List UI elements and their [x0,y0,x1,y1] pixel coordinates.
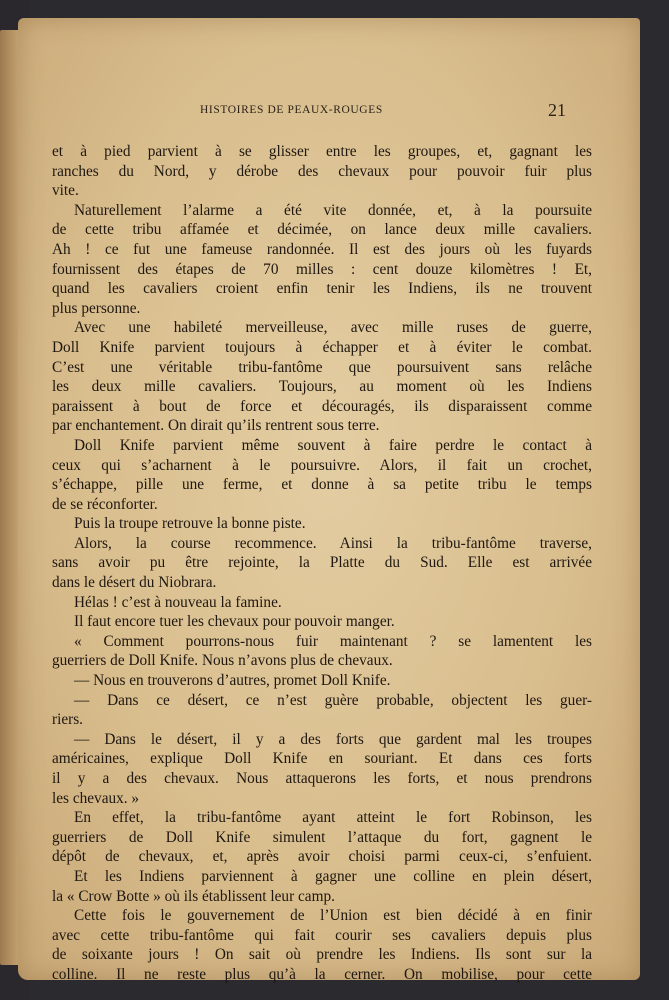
text-line: la « Crow Botte » où ils établissent leur camp. [52,887,335,905]
text-line: américaines, explique Doll Knife en souriant. Et dans ces forts [52,750,592,768]
text-line: guerriers de Doll Knife simulent l’attaque du fort, gagnent le [52,828,592,846]
text-line: colline. Il ne reste plus qu’à la cerner. On mobilise, pour cette [52,965,592,983]
text-line: Doll Knife parvient même souvent à faire perdre le contact à [74,436,592,454]
text-line: paraissent à bout de force et découragés, ils disparaissent comme [52,397,592,415]
text-line: — Nous en trouverons d’autres, promet Doll Knife. [74,672,391,690]
text-line: riers. [52,711,84,729]
text-line: il y a des chevaux. Nous attaquerons les forts, et nous prendrons [52,770,592,787]
text-line: les chevaux. » [52,789,140,807]
text-line: les deux mille cavaliers. Toujours, au moment où les Indiens [52,378,592,396]
text-line: quand les cavaliers croient enfin tenir les Indiens, ils ne trouvent [52,280,592,298]
text-line: plus personne. [52,299,141,317]
text-line: de soixante jours ! On sait où prendre les Indiens. Ils sont sur la [52,946,592,964]
text-line: avec cette tribu-fantôme qui fait courir ses cavaliers depuis plus [52,926,592,944]
page-body-text [52,142,592,985]
text-line: sans avoir pu être rejointe, la Platte du Sud. Elle est arrivée [52,554,592,572]
text-line: Avec une habileté merveilleuse, avec mille ruses de guerre, [74,319,592,337]
text-line: dans le désert du Niobrara. [52,574,217,592]
text-line: En effet, la tribu-fantôme ayant atteint le fort Robinson, les [74,809,592,827]
text-line: Ah ! ce fut une fameuse randonnée. Il est des jours où les fuyards [52,240,592,258]
running-header: HISTOIRES DE PEAUX-ROUGES [200,104,383,116]
text-line: de cette tribu affamée et décimée, on lance deux mille cavaliers. [52,221,592,239]
text-line: Naturellement l’alarme a été vite donnée, et, à la poursuite [74,201,592,219]
text-line: — Dans le désert, il y a des forts que gardent mal les troupes [74,730,592,748]
text-line: s’échappe, pille une ferme, et donne à sa petite tribu le temps [52,476,592,494]
text-line: « Comment pourrons-nous fuir maintenant ? se lamentent les [74,632,592,650]
text-line: vite. [52,182,79,200]
text-line: Alors, la course recommence. Ainsi la tribu-fantôme traverse, [74,534,592,552]
text-line: Puis la troupe retrouve la bonne piste. [74,515,306,533]
text-line: guerriers de Doll Knife. Nous n’avons plus de chevaux. [52,652,393,670]
text-line: fournissent des étapes de 70 milles : cent douze kilomètres ! Et, [52,260,592,278]
text-line: — Dans ce désert, ce n’est guère probable, objectent les guer- [74,691,592,709]
text-line: Il faut encore tuer les chevaux pour pouvoir manger. [74,613,395,631]
text-line: Cette fois le gouvernement de l’Union est bien décidé à en finir [74,907,592,925]
text-line: et à pied parvient à se glisser entre les groupes, et, gagnant les [52,143,592,160]
text-line: ceux qui s’acharnent à le poursuivre. Alors, il fait un crochet, [52,456,592,474]
text-line: C’est une véritable tribu-fantôme que poursuivent sans relâche [52,358,592,376]
text-line: par enchantement. On dirait qu’ils rentrent sous terre. [52,417,380,435]
text-line: de se réconforter. [52,495,158,513]
page-number: 21 [548,100,566,120]
text-line: Et les Indiens parviennent à gagner une colline en plein désert, [74,867,592,885]
text-line: Hélas ! c’est à nouveau la famine. [74,593,282,611]
text-line: ranches du Nord, y dérobe des chevaux pour pouvoir fuir plus [52,162,592,180]
text-line: Doll Knife parvient toujours à échapper et à éviter le combat. [52,338,592,356]
text-line: dépôt de chevaux, et, après avoir choisi parmi ceux-ci, s’enfuient. [52,848,592,866]
